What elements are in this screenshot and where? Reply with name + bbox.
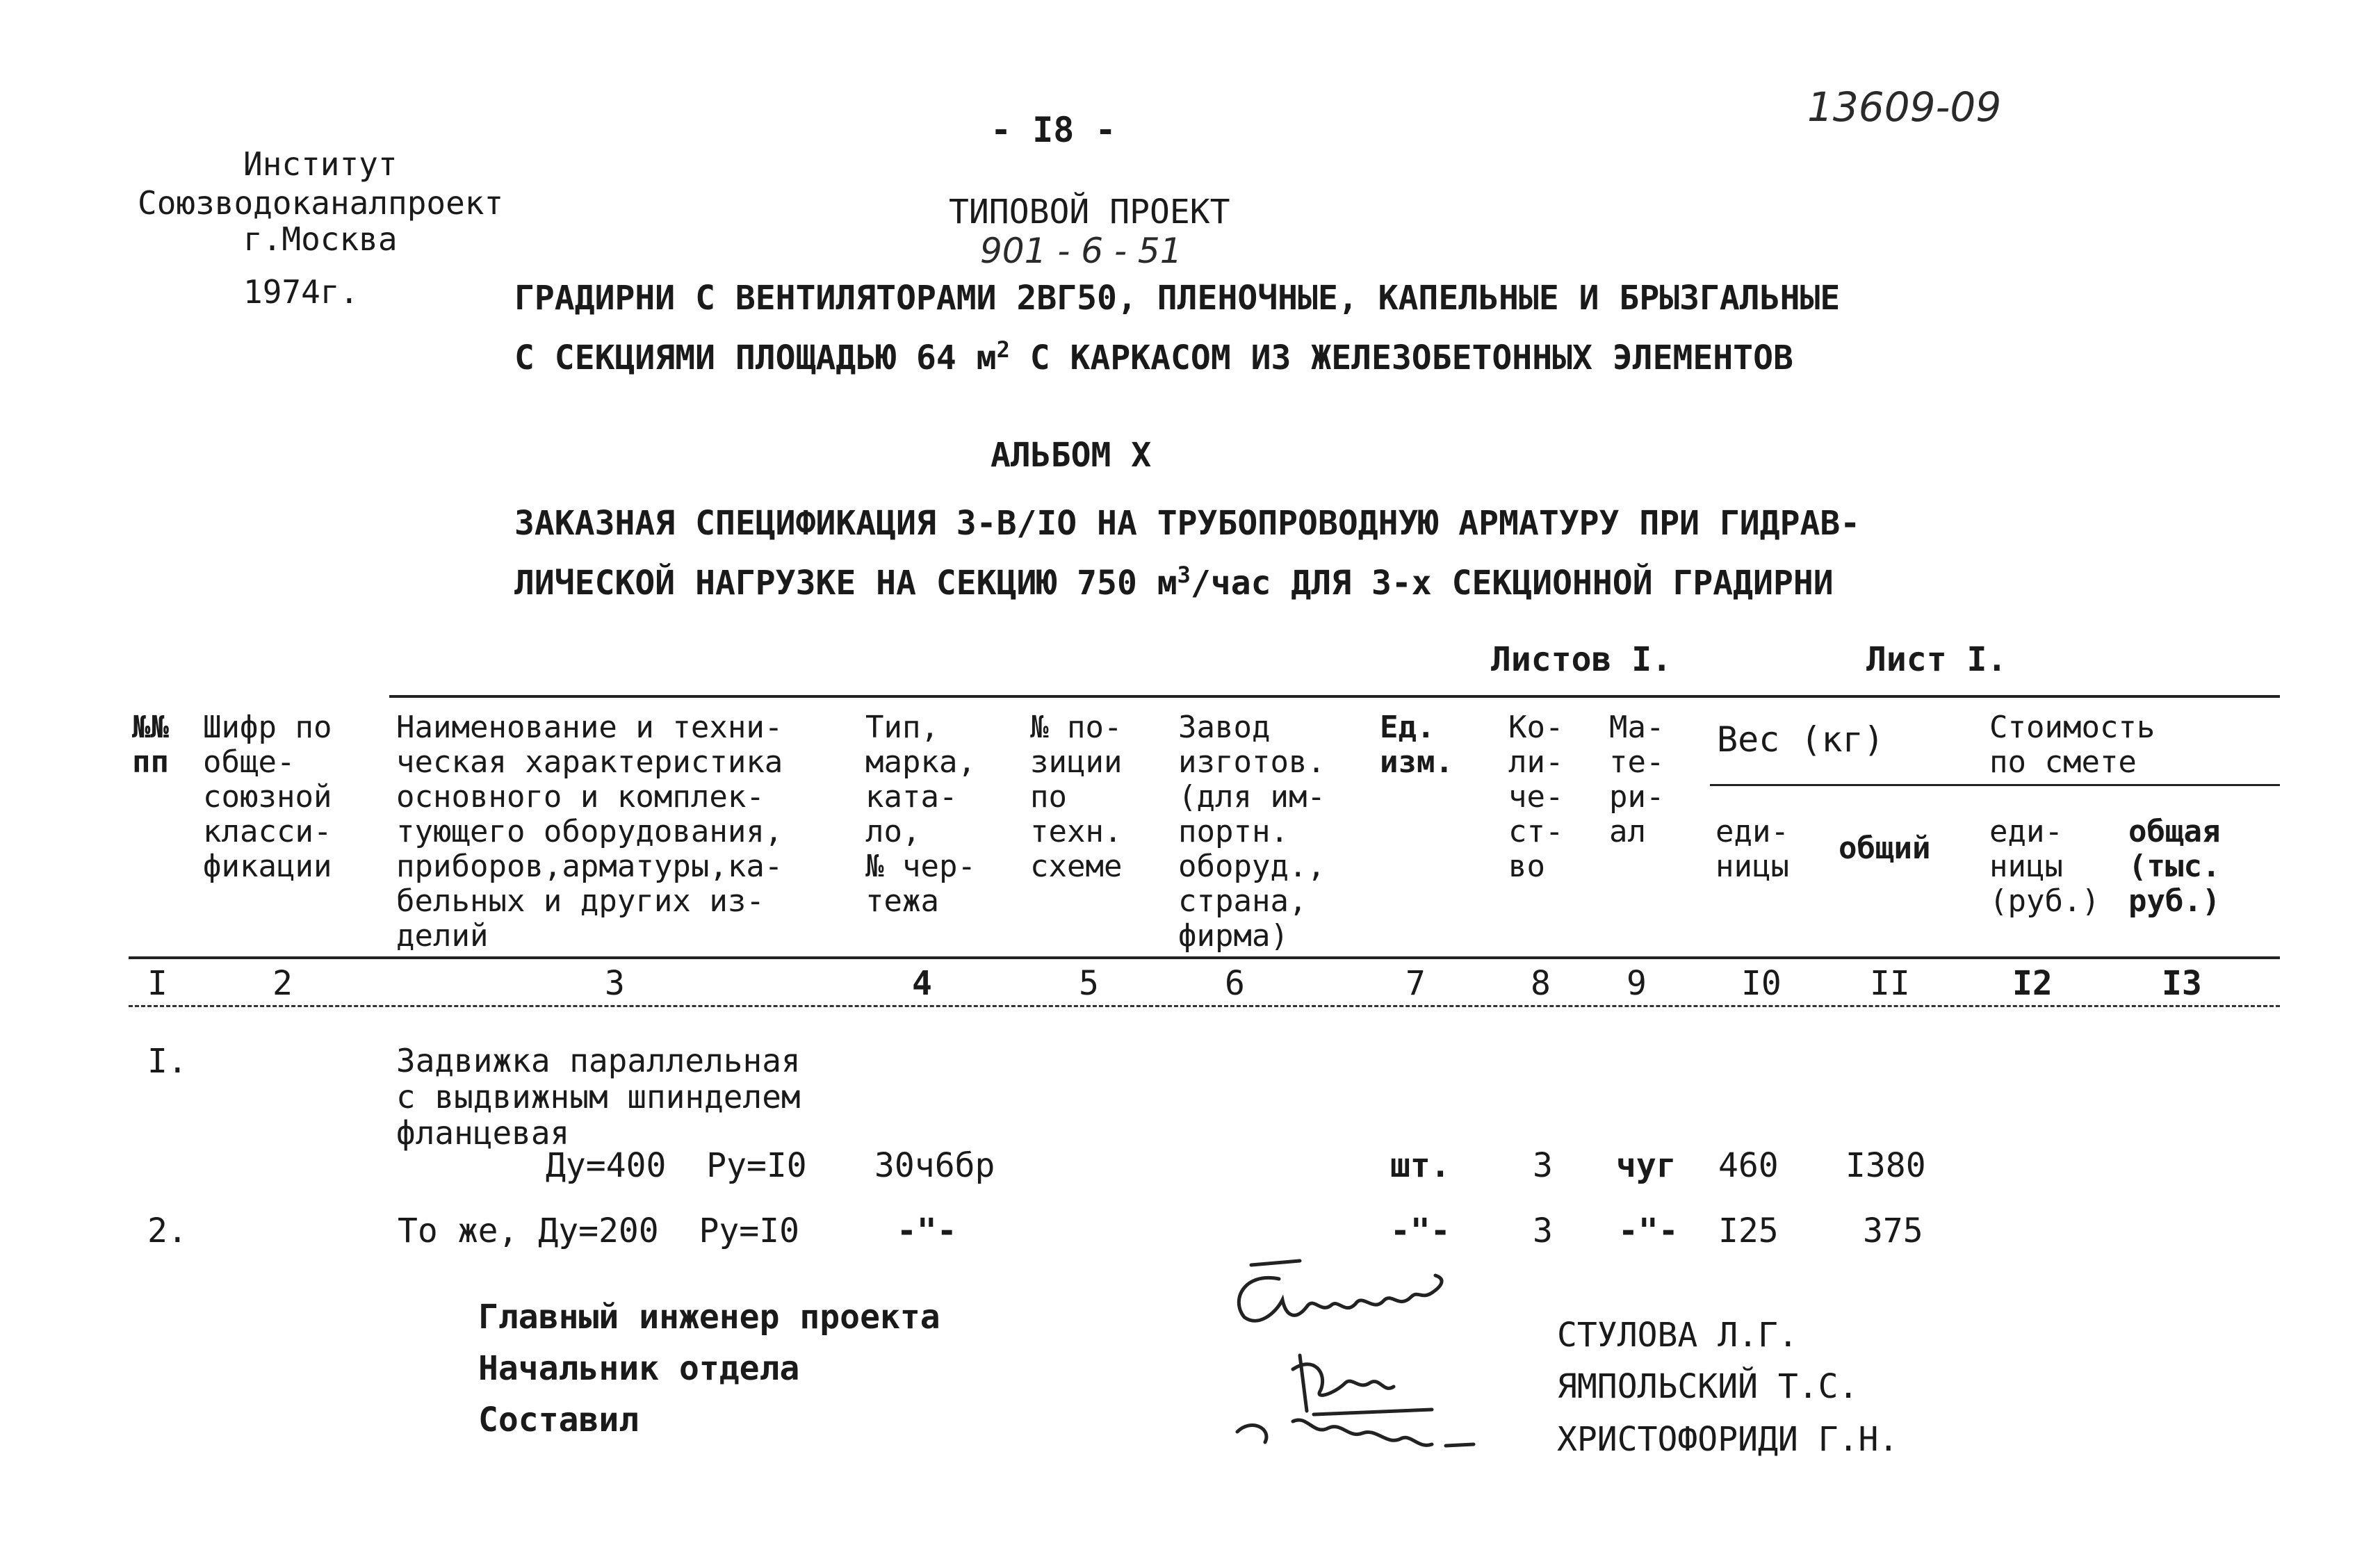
sheet-current: Лист I. bbox=[1866, 640, 2007, 679]
header-cost-total: общая (тыс. руб.) bbox=[2128, 814, 2221, 919]
header-weight-total: общий bbox=[1839, 831, 1931, 866]
header-manufacturer: Завод изготов. (для им- портн. оборуд., страна, фирма) bbox=[1178, 710, 1326, 954]
item-name-line: фланцевая bbox=[396, 1114, 570, 1152]
item-type-mark: 30ч6бр bbox=[874, 1146, 995, 1185]
table-top-rule bbox=[389, 695, 2280, 698]
page-number: - I8 - bbox=[991, 110, 1116, 150]
header-cost-unit: еди- ницы (руб.) bbox=[1989, 814, 2100, 919]
header-type-mark: Тип, марка, ката- ло, № чер- тежа bbox=[865, 710, 976, 919]
sheets-total: Листов I. bbox=[1491, 640, 1672, 679]
column-number-7: 7 bbox=[1405, 964, 1426, 1003]
header-cost-group: Стоимость по смете bbox=[1989, 710, 2155, 780]
signature-name-compiler: ХРИСТОФОРИДИ Г.Н. bbox=[1557, 1420, 1899, 1459]
column-number-13: I3 bbox=[2162, 964, 2202, 1003]
column-number-6: 6 bbox=[1225, 964, 1245, 1003]
handwritten-signatures bbox=[1209, 1251, 1501, 1480]
project-type-label: ТИПОВОЙ ПРОЕКТ bbox=[949, 193, 1230, 231]
header-material: Ма- те- ри- ал bbox=[1609, 710, 1665, 849]
handwritten-archive-code: 13609-09 bbox=[1807, 83, 2002, 131]
item-parameters: Ду=400 Ру=I0 bbox=[546, 1146, 807, 1185]
item-weight-unit: I25 bbox=[1718, 1211, 1779, 1250]
album-label: АЛЬБОМ X bbox=[991, 436, 1152, 475]
project-title-line2: С СЕКЦИЯМИ ПЛОЩАДЬЮ 64 $м^2$ С КАРКАСОМ ИЗ ЖЕЛЕЗОБЕТОННЫХ ЭЛЕМЕНТОВ bbox=[514, 336, 1793, 377]
header-row-number: №№ пп bbox=[132, 710, 169, 780]
header-position-number: № по- зиции по техн. схеме bbox=[1030, 710, 1123, 884]
institute-label: Институт bbox=[243, 145, 398, 183]
header-item-description: Наименование и техни- ческая характеристика основного и комплек- тующего оборудования, приборов,арматуры,ка- бельных и других из- делий bbox=[396, 710, 783, 954]
group-subheader-rule bbox=[1710, 784, 2280, 786]
signature-role-compiler: Составил bbox=[478, 1401, 639, 1439]
column-number-1: I bbox=[147, 964, 168, 1003]
spec-title-line1: ЗАКАЗНАЯ СПЕЦИФИКАЦИЯ З-В/IО НА ТРУБОПРОВОДНУЮ АРМАТУРУ ПРИ ГИДРАВ- bbox=[514, 504, 1861, 543]
item-name-line: Задвижка параллельная bbox=[396, 1042, 801, 1079]
column-number-4: 4 bbox=[912, 964, 932, 1003]
item-parameters: То же, Ду=200 Ру=I0 bbox=[398, 1211, 799, 1250]
column-number-8: 8 bbox=[1531, 964, 1551, 1003]
column-number-9: 9 bbox=[1627, 964, 1647, 1003]
item-type-mark: -"- bbox=[897, 1211, 957, 1250]
row-number: 2. bbox=[147, 1211, 188, 1250]
row-number: I. bbox=[147, 1042, 188, 1081]
item-weight-total: I380 bbox=[1845, 1146, 1926, 1185]
signature-name-chief-engineer: СТУЛОВА Л.Г. bbox=[1557, 1316, 1798, 1355]
project-title-line1: ГРАДИРНИ С ВЕНТИЛЯТОРАМИ 2ВГ50, ПЛЕНОЧНЫЕ, КАПЕЛЬНЫЕ И БРЫЗГАЛЬНЫЕ bbox=[514, 279, 1841, 318]
item-unit: -"- bbox=[1390, 1211, 1451, 1250]
spec-title-line2: ЛИЧЕСКОЙ НАГРУЗКЕ НА СЕКЦИЮ 750 $м^3$/час ДЛЯ 3-х СЕКЦИОННОЙ ГРАДИРНИ bbox=[514, 562, 1834, 603]
header-weight-group: Вес (кг) bbox=[1717, 719, 1884, 760]
item-weight-unit: 460 bbox=[1718, 1146, 1779, 1185]
header-quantity: Ко- ли- че- ст- во bbox=[1508, 710, 1564, 884]
item-material: чуг bbox=[1616, 1146, 1677, 1185]
item-quantity: 3 bbox=[1533, 1211, 1553, 1250]
column-number-10: I0 bbox=[1741, 964, 1782, 1003]
item-material: -"- bbox=[1618, 1211, 1679, 1250]
header-weight-unit: еди- ницы bbox=[1715, 814, 1789, 884]
column-numbers-rule bbox=[129, 1005, 2280, 1007]
header-bottom-rule bbox=[129, 956, 2280, 959]
signature-name-department-head: ЯМПОЛЬСКИЙ Т.С. bbox=[1557, 1367, 1859, 1406]
institute-city: г.Москва bbox=[243, 220, 398, 258]
header-classification-code: Шифр по обще- союзной класси- фикации bbox=[203, 710, 332, 884]
column-number-2: 2 bbox=[272, 964, 293, 1003]
project-number-handwritten: 901 - 6 - 51 bbox=[980, 231, 1182, 271]
signature-role-department-head: Начальник отдела bbox=[478, 1349, 800, 1388]
column-number-11: II bbox=[1870, 964, 1910, 1003]
column-number-5: 5 bbox=[1079, 964, 1099, 1003]
institute-name: Союзводоканалпроект bbox=[138, 184, 504, 222]
item-quantity: 3 bbox=[1533, 1146, 1553, 1185]
signature-role-chief-engineer: Главный инженер проекта bbox=[478, 1298, 940, 1337]
column-number-3: 3 bbox=[605, 964, 625, 1003]
item-weight-total: 375 bbox=[1863, 1211, 1923, 1250]
item-name-line: с выдвижным шпинделем bbox=[396, 1078, 801, 1116]
item-unit: шт. bbox=[1390, 1146, 1451, 1185]
institute-year: 1974г. bbox=[243, 273, 359, 311]
column-number-12: I2 bbox=[2012, 964, 2053, 1003]
header-unit: Ед. изм. bbox=[1380, 710, 1453, 780]
